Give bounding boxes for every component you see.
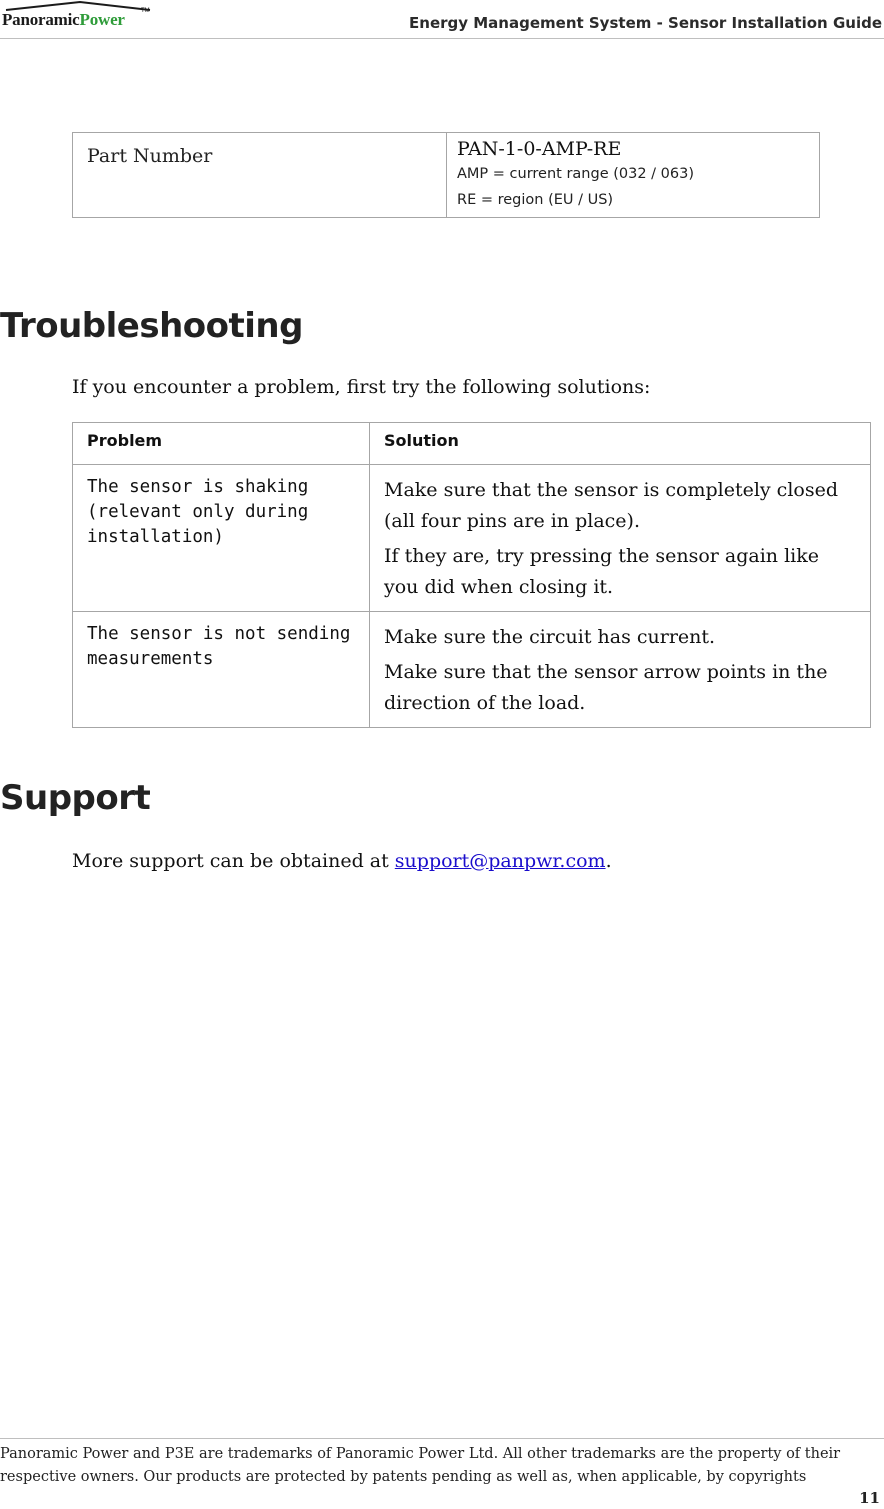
logo-text-panoramic: Panoramic: [2, 10, 80, 29]
table-row: [73, 465, 871, 612]
table-row: [73, 133, 820, 218]
problem-cell: The sensor is shaking (relevant only during installation): [73, 465, 370, 612]
column-header-problem: Problem: [73, 423, 370, 465]
solution-step: Make sure that the sensor is completely closed (all four pins are in place).: [384, 479, 838, 532]
support-text-end: .: [605, 850, 612, 872]
logo-text-power: Power: [79, 10, 125, 29]
problem-cell: The sensor is not sending measurements: [73, 612, 370, 728]
troubleshooting-heading: Troubleshooting: [0, 306, 303, 346]
part-number-value: PAN-1-0-AMP-RE: [457, 138, 622, 160]
support-heading: Support: [0, 778, 151, 818]
solution-cell: [370, 465, 871, 612]
solution-step: Make sure the circuit has current.: [384, 626, 716, 648]
troubleshooting-table: [72, 422, 871, 728]
support-email-link[interactable]: support@panpwr.com: [394, 850, 606, 872]
support-paragraph: [72, 850, 612, 872]
table-row: [73, 612, 871, 728]
solution-step: If they are, try pressing the sensor again like you did when closing it.: [384, 545, 819, 598]
solution-step: Make sure that the sensor arrow points in the direction of the load.: [384, 661, 828, 714]
column-header-solution: Solution: [370, 423, 871, 465]
trademark-mark: TM: [141, 8, 150, 14]
part-number-note: AMP = current range (032 / 063): [457, 166, 694, 182]
troubleshooting-intro: If you encounter a problem, first try the following solutions:: [72, 376, 651, 398]
support-text: More support can be obtained at: [72, 850, 395, 872]
part-number-value-cell: [447, 133, 820, 218]
part-number-label: Part Number: [73, 133, 447, 218]
footer-trademark-notice: Panoramic Power and P3E are trademarks of Panoramic Power Ltd. All other trademarks are the property of their respective owners. Our products are protected by patents pending as well as, when applicable, by copyrights: [0, 1446, 841, 1485]
table-header-row: [73, 423, 871, 465]
page-header: [0, 0, 884, 39]
panoramic-power-logo: [0, 0, 160, 34]
header-title: Energy Management System - Sensor Installation Guide: [409, 14, 882, 32]
page-number: 11: [859, 1489, 880, 1507]
part-number-note: RE = region (EU / US): [457, 192, 614, 208]
part-number-table: [72, 132, 820, 218]
page-footer: [0, 1438, 884, 1509]
solution-cell: [370, 612, 871, 728]
